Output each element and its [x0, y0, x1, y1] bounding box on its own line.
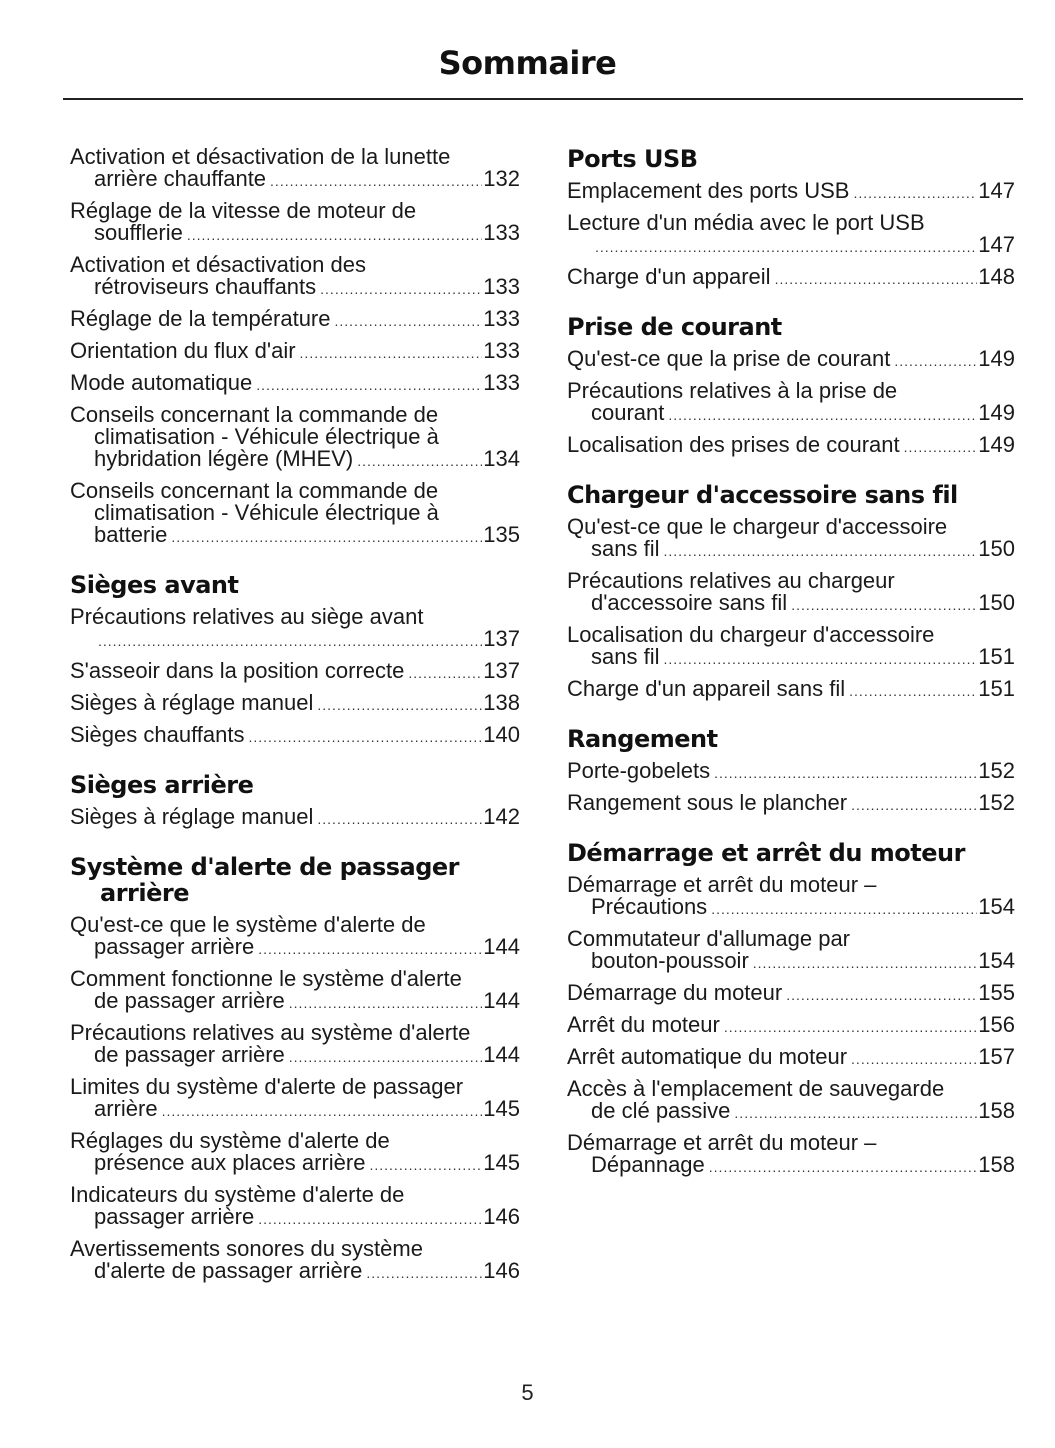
toc-page-number: 155 [978, 980, 1015, 1005]
toc-entry[interactable] [567, 624, 1015, 670]
dot-leader [709, 1156, 978, 1178]
dot-leader [595, 236, 977, 258]
toc-entry-title-end: bouton-poussoir [591, 948, 749, 973]
toc-entry-title: Démarrage et arrêt du moteur – [567, 872, 877, 897]
toc-page-number: 149 [978, 400, 1015, 425]
toc-entry-title: Précautions relatives au système d'alerte [70, 1020, 471, 1045]
section-heading[interactable]: Démarrage et arrêt du moteur [567, 839, 965, 867]
toc-page-number: 149 [978, 346, 1015, 371]
toc-page-number: 154 [978, 894, 1015, 919]
dot-leader [724, 1016, 977, 1038]
toc-entry-title-end: Porte-gobelets [567, 758, 711, 783]
toc-entry-title: Précautions relatives au siège avant [70, 604, 424, 629]
dot-leader [663, 648, 977, 670]
toc-page-number: 148 [978, 264, 1015, 289]
toc-entry-title-end: passager arrière [94, 934, 255, 959]
toc-entry[interactable] [70, 254, 520, 300]
dot-leader [335, 310, 483, 332]
toc-entry-title: Lecture d'un média avec le port USB [567, 210, 925, 235]
toc-entry-line [70, 1044, 520, 1068]
toc-entry-line [567, 180, 1015, 204]
toc-entry-line [70, 628, 520, 652]
toc-entry[interactable] [70, 340, 520, 364]
toc-entry-line [70, 1260, 520, 1284]
toc-entry[interactable] [567, 266, 1015, 290]
dot-leader [408, 662, 482, 684]
section-heading[interactable]: Sièges avant [70, 571, 239, 599]
toc-entry[interactable] [70, 308, 520, 332]
toc-entry[interactable] [567, 1014, 1015, 1038]
toc-entry-title-end: hybridation légère (MHEV) [94, 446, 354, 471]
toc-entry[interactable] [70, 1238, 520, 1284]
toc-entry-title-end: Sièges à réglage manuel [70, 804, 314, 829]
toc-entry-title: Précautions relatives au chargeur [567, 568, 895, 593]
dot-leader [904, 436, 978, 458]
toc-entry-line [70, 168, 520, 192]
toc-entry[interactable] [70, 968, 520, 1014]
dot-leader [734, 1102, 977, 1124]
dot-leader [853, 182, 977, 204]
toc-page-number: 132 [483, 166, 520, 191]
toc-entry-line [567, 982, 1015, 1006]
toc-entry-title: Précautions relatives à la prise de [567, 378, 898, 403]
toc-entry-title-end: Localisation des prises de courant [567, 432, 900, 457]
toc-entry-line [70, 692, 520, 716]
toc-entry-line [70, 1098, 520, 1122]
toc-entry-title-end: Orientation du flux d'air [70, 338, 296, 363]
toc-entry-title-end: Emplacement des ports USB [567, 178, 850, 203]
toc-page-number: 144 [483, 1042, 520, 1067]
toc-entry[interactable] [70, 806, 520, 830]
dot-leader [791, 594, 977, 616]
toc-page-number: 134 [483, 446, 520, 471]
dot-leader [162, 1100, 483, 1122]
toc-entry-line [70, 340, 520, 364]
toc-entry[interactable] [70, 1184, 520, 1230]
toc-entry-line [567, 896, 1015, 920]
toc-entry-title-end: passager arrière [94, 1204, 255, 1229]
toc-entry[interactable] [70, 724, 520, 748]
toc-entry-title-end: arrière chauffante [94, 166, 267, 191]
toc-entry-title-end: courant [591, 400, 665, 425]
toc-entry-title-end: de passager arrière [94, 1042, 285, 1067]
dot-leader [851, 794, 977, 816]
toc-entry-title-end: sans fil [591, 644, 660, 669]
toc-page-number: 138 [483, 690, 520, 715]
dot-leader [317, 808, 482, 830]
toc-entry-line [567, 1154, 1015, 1178]
toc-entry-line [567, 792, 1015, 816]
toc-entry-line [70, 806, 520, 830]
toc-entry-title-end: Rangement sous le plancher [567, 790, 848, 815]
toc-page-number: 145 [483, 1096, 520, 1121]
dot-leader [171, 526, 482, 548]
section-heading[interactable]: Prise de courant [567, 313, 782, 341]
dot-leader [317, 694, 482, 716]
dot-leader [258, 1208, 482, 1230]
toc-entry[interactable] [70, 200, 520, 246]
toc-entry[interactable] [70, 404, 520, 472]
toc-page-number: 144 [483, 934, 520, 959]
toc-entry[interactable] [70, 1130, 520, 1176]
page-number: 5 [521, 1380, 534, 1405]
toc-entry-title-end: de clé passive [591, 1098, 731, 1123]
toc-section [567, 314, 1015, 458]
toc-entry-title-end: Précautions [591, 894, 708, 919]
dot-leader [320, 278, 482, 300]
toc-section [567, 726, 1015, 816]
dot-leader [256, 374, 482, 396]
toc-entry-line [567, 402, 1015, 426]
toc-page-number: 157 [978, 1044, 1015, 1069]
dot-leader [289, 992, 483, 1014]
toc-page-number: 158 [978, 1098, 1015, 1123]
toc-entry-title-end: Dépannage [591, 1152, 705, 1177]
toc-entry[interactable] [70, 480, 520, 548]
dot-leader [849, 680, 977, 702]
toc-entry-title-end: d'accessoire sans fil [591, 590, 788, 615]
toc-page-number: 137 [483, 658, 520, 683]
toc-entry-line [567, 348, 1015, 372]
toc-entry-line [70, 448, 520, 472]
toc-page-number: 140 [483, 722, 520, 747]
toc-entry-line [567, 950, 1015, 974]
toc-entry[interactable] [70, 1076, 520, 1122]
toc-entry-line [567, 266, 1015, 290]
toc-entry-title: Réglage de la vitesse de moteur de [70, 198, 417, 223]
dot-leader [357, 450, 482, 472]
toc-entry-title: Indicateurs du système d'alerte de [70, 1182, 405, 1207]
section-heading[interactable]: Système d'alerte de passager arrière [70, 853, 460, 907]
toc-page-number: 147 [978, 232, 1015, 257]
toc-page-number: 151 [978, 644, 1015, 669]
toc-entry-title: Localisation du chargeur d'accessoire [567, 622, 935, 647]
toc-entry-line [567, 434, 1015, 458]
toc-entry-line [70, 724, 520, 748]
toc-entry-line [70, 276, 520, 300]
toc-entry-title-end: Qu'est-ce que la prise de courant [567, 346, 891, 371]
toc-page-number: 142 [483, 804, 520, 829]
toc-page-number: 156 [978, 1012, 1015, 1037]
section-heading[interactable]: Sièges arrière [70, 771, 254, 799]
toc-entry-title-end: soufflerie [94, 220, 183, 245]
toc-section [567, 840, 1015, 1178]
section-heading[interactable]: Chargeur d'accessoire sans fil [567, 481, 958, 509]
toc-entry-title: Limites du système d'alerte de passager [70, 1074, 464, 1099]
toc-page-number: 133 [483, 306, 520, 331]
toc-page-number: 154 [978, 948, 1015, 973]
toc-page-number: 149 [978, 432, 1015, 457]
dot-leader [668, 404, 977, 426]
toc-page-number: 152 [978, 790, 1015, 815]
toc-page-number: 146 [483, 1258, 520, 1283]
toc-section [70, 854, 520, 1284]
toc-entry-line [70, 936, 520, 960]
toc-entry-title: Commutateur d'allumage par [567, 926, 851, 951]
toc-entry-title-end: Mode automatique [70, 370, 253, 395]
toc-entry-title: Qu'est-ce que le chargeur d'accessoire [567, 514, 948, 539]
toc-entry[interactable] [567, 792, 1015, 816]
toc-entry[interactable] [70, 692, 520, 716]
toc-entry-title-end: Charge d'un appareil [567, 264, 771, 289]
toc-entry-line [70, 990, 520, 1014]
dot-leader [851, 1048, 977, 1070]
toc-entry[interactable] [567, 380, 1015, 426]
toc-page-number: 133 [483, 338, 520, 363]
toc-entry-line [70, 308, 520, 332]
toc-entry[interactable] [567, 982, 1015, 1006]
toc-section [70, 772, 520, 830]
left-column [70, 146, 520, 1308]
toc-entry[interactable] [70, 146, 520, 192]
toc-page-number: 151 [978, 676, 1015, 701]
toc-entry-title: Qu'est-ce que le système d'alerte de [70, 912, 426, 937]
toc-entry-title-end: Sièges chauffants [70, 722, 245, 747]
toc-page-number: 146 [483, 1204, 520, 1229]
toc-page-number: 133 [483, 274, 520, 299]
dot-leader [98, 630, 482, 652]
toc-entry[interactable] [567, 874, 1015, 920]
toc-entry-title: Activation et désactivation des [70, 252, 366, 277]
toc-entry[interactable] [567, 760, 1015, 784]
toc-entry-title: Activation et désactivation de la lunette [70, 144, 451, 169]
toc-entry-title: Comment fonctionne le système d'alerte [70, 966, 462, 991]
toc-entry-title-end: batterie [94, 522, 168, 547]
toc-entry-title-end: d'alerte de passager arrière [94, 1258, 363, 1283]
toc-entry-line [70, 660, 520, 684]
toc-page-number: 137 [483, 626, 520, 651]
toc-entry-title: Conseils concernant la commande de climatisation - Véhicule électrique à [70, 402, 439, 449]
toc-entry-line [567, 760, 1015, 784]
section-heading[interactable]: Rangement [567, 725, 718, 753]
dot-leader [289, 1046, 483, 1068]
dot-leader [249, 726, 483, 748]
toc-entry[interactable] [70, 1022, 520, 1068]
toc-page-number: 152 [978, 758, 1015, 783]
toc-page-number: 144 [483, 988, 520, 1013]
toc-entry-line [70, 222, 520, 246]
toc-entry-line [567, 538, 1015, 562]
dot-leader [369, 1154, 482, 1176]
toc-entry[interactable] [70, 372, 520, 396]
dot-leader [258, 938, 482, 960]
toc-entry-line [567, 678, 1015, 702]
toc-entry-title-end: S'asseoir dans la position correcte [70, 658, 405, 683]
toc-entry-title-end: sans fil [591, 536, 660, 561]
toc-page-number: 145 [483, 1150, 520, 1175]
toc-page-number: 150 [978, 536, 1015, 561]
toc-entry-title: Conseils concernant la commande de climatisation - Véhicule électrique à [70, 478, 439, 525]
dot-leader [187, 224, 482, 246]
dot-leader [775, 268, 978, 290]
dot-leader [663, 540, 977, 562]
toc-entry-title-end: rétroviseurs chauffants [94, 274, 317, 299]
toc-entry-line [567, 234, 1015, 258]
toc-page-number: 133 [483, 370, 520, 395]
toc-entry-title-end: Arrêt du moteur [567, 1012, 720, 1037]
toc-section [567, 146, 1015, 290]
toc-entry[interactable] [567, 180, 1015, 204]
toc-entry[interactable] [567, 516, 1015, 562]
toc-entry-title-end: de passager arrière [94, 988, 285, 1013]
toc-entry[interactable] [70, 660, 520, 684]
toc-entry[interactable] [567, 212, 1015, 258]
title-divider [63, 98, 1023, 100]
toc-page-number: 158 [978, 1152, 1015, 1177]
dot-leader [270, 170, 482, 192]
dot-leader [366, 1262, 482, 1284]
toc-entry-title-end: Charge d'un appareil sans fil [567, 676, 846, 701]
toc-entry[interactable] [70, 606, 520, 652]
toc-entry[interactable] [567, 1046, 1015, 1070]
toc-entry-title: Accès à l'emplacement de sauvegarde [567, 1076, 945, 1101]
dot-leader [753, 952, 978, 974]
toc-entry-line [70, 372, 520, 396]
toc-entry-line [70, 524, 520, 548]
dot-leader [300, 342, 483, 364]
toc-page-number: 150 [978, 590, 1015, 615]
section-heading[interactable]: Ports USB [567, 145, 698, 173]
toc-page-number: 133 [483, 220, 520, 245]
toc-entry[interactable] [567, 348, 1015, 372]
toc-entry-title: Démarrage et arrêt du moteur – [567, 1130, 877, 1155]
toc-entry[interactable] [567, 570, 1015, 616]
toc-entry-title-end: Démarrage du moteur [567, 980, 783, 1005]
toc-entry-title: Réglages du système d'alerte de [70, 1128, 390, 1153]
dot-leader [786, 984, 977, 1006]
toc-section [567, 482, 1015, 702]
toc-entry-title-end: Arrêt automatique du moteur [567, 1044, 848, 1069]
toc-entry[interactable] [567, 928, 1015, 974]
toc-entry-title-end: présence aux places arrière [94, 1150, 366, 1175]
toc-entry[interactable] [567, 1132, 1015, 1178]
toc-entry-line [567, 1100, 1015, 1124]
dot-leader [711, 898, 977, 920]
toc-section-continued [70, 146, 520, 548]
dot-leader [714, 762, 977, 784]
toc-entry[interactable] [567, 1078, 1015, 1124]
toc-entry-line [567, 1014, 1015, 1038]
toc-entry[interactable] [567, 434, 1015, 458]
toc-entry-title: Avertissements sonores du système [70, 1236, 423, 1261]
toc-entry-line [567, 592, 1015, 616]
toc-entry-line [70, 1206, 520, 1230]
toc-page-number: 135 [483, 522, 520, 547]
toc-entry-title-end: arrière [94, 1096, 158, 1121]
toc-entry-line [70, 1152, 520, 1176]
page-title: Sommaire [438, 44, 617, 82]
toc-entry-line [567, 646, 1015, 670]
toc-section [70, 572, 520, 748]
right-column [567, 146, 1015, 1202]
toc-entry-title-end: Sièges à réglage manuel [70, 690, 314, 715]
toc-entry[interactable] [70, 914, 520, 960]
toc-entry[interactable] [567, 678, 1015, 702]
toc-entry-title-end: Réglage de la température [70, 306, 331, 331]
dot-leader [894, 350, 977, 372]
toc-entry-line [567, 1046, 1015, 1070]
toc-page-number: 147 [978, 178, 1015, 203]
